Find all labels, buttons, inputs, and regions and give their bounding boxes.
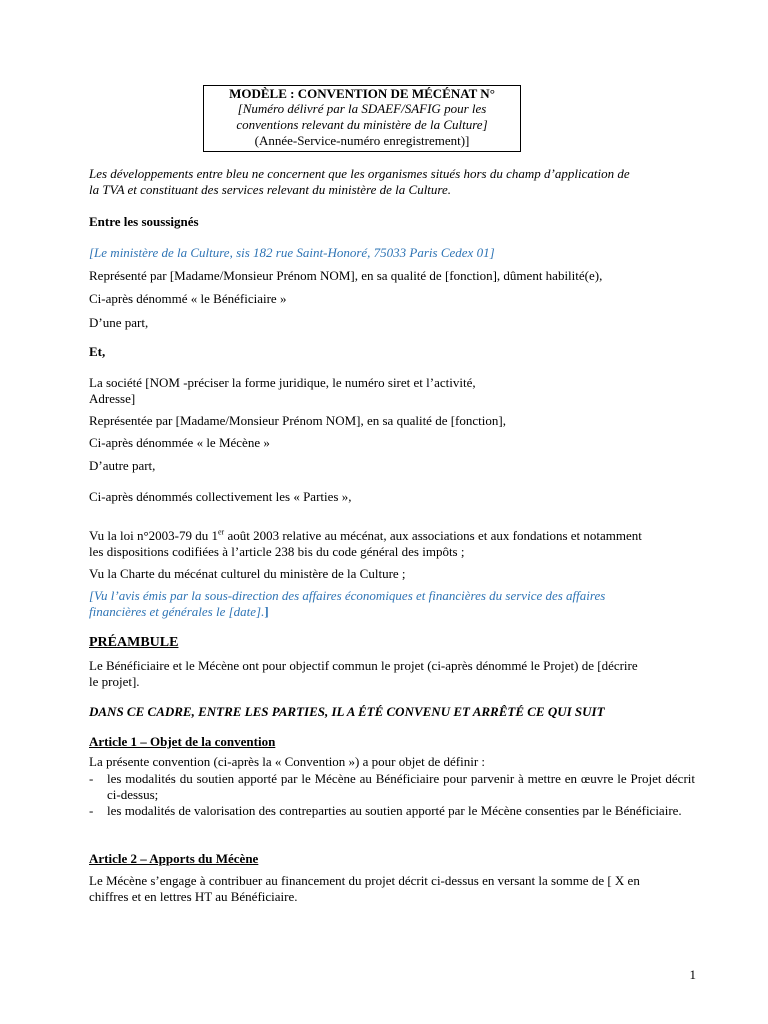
superscript-er: er <box>218 527 225 537</box>
intro-note-line-1: Les développements entre bleu ne concernent que les organismes situés hors du champ d’application de <box>89 166 630 181</box>
vu-avis-line-1: [Vu l’avis émis par la sous-direction des affaires économiques et financières du service des affaires <box>89 588 606 603</box>
article-1-title: Article 1 – Objet de la convention <box>89 734 276 749</box>
title-box <box>203 85 521 152</box>
article-2-line-1: Le Mécène s’engage à contribuer au financement du projet décrit ci-dessus en versant la somme de [ X en <box>89 873 640 888</box>
article-2-title: Article 2 – Apports du Mécène <box>89 851 259 866</box>
vu-loi-line-2: les dispositions codifiées à l’article 238 bis du code général des impôts ; <box>89 544 465 559</box>
intro-note-line-2: la TVA et constituant des services relevant du ministère de la Culture. <box>89 182 452 197</box>
preambule-heading: PRÉAMBULE <box>89 635 179 650</box>
cadre-heading: DANS CE CADRE, ENTRE LES PARTIES, IL A ÉTÉ CONVENU ET ARRÊTÉ CE QUI SUIT <box>89 704 605 719</box>
beneficiaire-line: Ci-après dénommé « le Bénéficiaire » <box>89 291 287 306</box>
autre-part-line: D’autre part, <box>89 458 156 473</box>
societe-line-2: Adresse] <box>89 391 136 406</box>
ministere-line: [Le ministère de la Culture, sis 182 rue Saint-Honoré, 75033 Paris Cedex 01] <box>89 245 495 260</box>
list-item: - les modalités de valorisation des contreparties au soutien apporté par le Mécène consenties par le Bénéficiaire. <box>89 803 682 818</box>
mecene-line: Ci-après dénommée « le Mécène » <box>89 435 270 450</box>
article-2-line-2: chiffres et en lettres HT au Bénéficiaire. <box>89 889 298 904</box>
preambule-line-1: Le Bénéficiaire et le Mécène ont pour objectif commun le projet (ci-après dénommé le Projet) de [décrire <box>89 658 638 673</box>
page-number: 1 <box>689 967 696 982</box>
represente-line: Représenté par [Madame/Monsieur Prénom NOM], en sa qualité de [fonction], dûment habilité(e), <box>89 268 603 283</box>
vu-charte-line: Vu la Charte du mécénat culturel du ministère de la Culture ; <box>89 566 406 581</box>
list-item: - les modalités du soutien apporté par le Mécène au Bénéficiaire pour parvenir à mettre en œuvre le Projet décrit ci-dessus; <box>89 771 695 802</box>
title-note-line-3: (Année-Service-numéro enregistrement)] <box>254 133 470 148</box>
preambule-line-2: le projet]. <box>89 674 140 689</box>
et-heading: Et, <box>89 344 106 359</box>
une-part-line: D’une part, <box>89 315 149 330</box>
vu-loi-line-1: Vu la loi n°2003-79 du 1er août 2003 relative au mécénat, aux associations et aux fondations et notamment <box>89 527 642 543</box>
societe-line-1: La société [NOM -préciser la forme juridique, le numéro siret et l’activité, <box>89 375 476 390</box>
article-1-intro: La présente convention (ci-après la « Convention ») a pour objet de définir : <box>89 754 486 769</box>
collectivement-line: Ci-après dénommés collectivement les « Parties », <box>89 489 352 504</box>
representee-line: Représentée par [Madame/Monsieur Prénom NOM], en sa qualité de [fonction], <box>89 413 506 428</box>
entre-soussignes-heading: Entre les soussignés <box>89 214 199 229</box>
title-note-line-2: conventions relevant du ministère de la Culture] <box>236 117 488 132</box>
title-note-line-1: [Numéro délivré par la SDAEF/SAFIG pour les <box>237 101 487 116</box>
document-title: MODÈLE : CONVENTION DE MÉCÉNAT N° <box>229 86 495 101</box>
article-1-list <box>89 771 695 819</box>
vu-avis-line-2: financières et générales le [date].] <box>89 604 269 619</box>
